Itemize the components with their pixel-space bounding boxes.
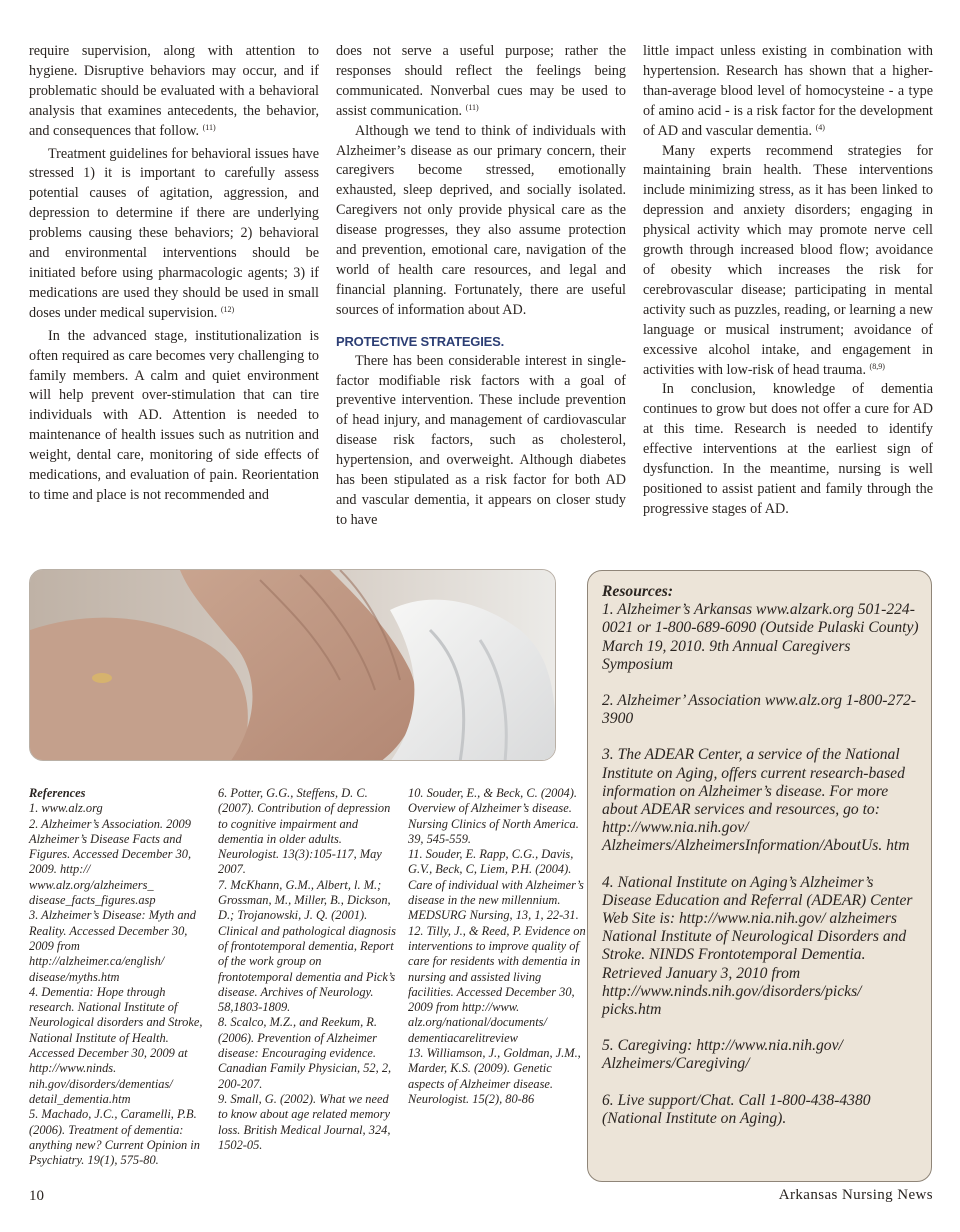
paragraph: There has been considerable interest in single-factor modifiable risk factors with a goal of preventive intervention. These include prevention of head injury, and management of cardiovascular disease risk factors, such as cholesterol, hypertension, and overweight. Although diabetes has been stipulated as a risk factor for both AD and vascular dementia, it appears on closer study to have — [336, 352, 626, 528]
hands-photo — [29, 569, 556, 761]
reference-item: 9. Small, G. (2002). What we need to know about age related memory loss. British Medical Journal, 324, 1502-05. — [218, 1091, 391, 1152]
reference-item: 5. Machado, J.C., Caramelli, P.B. (2006). Treatment of dementia: anything new? Current Opinion in Psychiatry. 19(1), 575-80. — [29, 1107, 200, 1168]
publication-name: Arkansas Nursing News — [778, 1187, 933, 1203]
page-number: 10 — [29, 1188, 44, 1204]
resource-item: 5. Caregiving: http://www.nia.nih.gov/ Alzheimers/Caregiving/ — [602, 1037, 843, 1073]
reference-item: 2. Alzheimer’s Association. 2009 Alzheimer’s Disease Facts and Figures. Accessed December 30, 2009. http:// www.alz.org/alzheimers_ disease_facts_figures.asp — [29, 816, 192, 908]
article-column-3 — [643, 42, 933, 520]
paragraph: require supervision, along with attention to hygiene. Disruptive behaviors may occur, and if problematic should be evaluated with a behavioral analysis that examines antecedents, the behavior, and consequences that follow. $^{(11)}$ — [29, 43, 319, 139]
paragraph: Treatment guidelines for behavioral issues have stressed 1) it is important to carefully assess potential causes of agitation, aggression, and depression to determine if there are underlying problems causing these behaviors; 2) behavioral and environmental interventions should be initiated before using pharmacologic agents; 3) if medications are used they should be used in small doses under medical supervision. $^{(12)}$ — [29, 145, 319, 321]
citation: (4) — [815, 122, 825, 132]
citation: (11) — [202, 122, 216, 132]
reference-item: 1. www.alz.org — [29, 801, 103, 816]
resource-item: 3. The ADEAR Center, a service of the National Institute on Aging, offers current research-based information on Alzheimer’s disease. For more about ADEAR services and resources, go to: http://www.nia.nih.gov/ Alzheimers/AlzheimersInformation/AboutUs. htm — [602, 746, 910, 855]
section-heading: PROTECTIVE STRATEGIES. — [336, 333, 504, 349]
reference-item: 8. Scalco, M.Z., and Reekum, R. (2006). Prevention of Alzheimer disease: Encouraging evidence. Canadian Family Physician, 52, 2, 200-207. — [218, 1015, 392, 1091]
citation: (8,9) — [869, 361, 885, 371]
paragraph: Although we tend to think of individuals with Alzheimer’s disease as our primary concern, their caregivers become stressed, emotionally exhausted, sleep deprived, and socially isolated. Caregivers not only provide physical care as the disease progresses, they also assume protection and prevention, emotional care, navigation of the world of health care resources, and legal and financial planning. Fortunately, there are useful sources of information about AD. — [336, 122, 626, 318]
citation: (11) — [465, 102, 479, 112]
resource-item: 2. Alzheimer’ Association www.alz.org 1-800-272-3900 — [602, 692, 917, 728]
paragraph: Many experts recommend strategies for maintaining brain health. These interventions include minimizing stress, as it has been linked to depression and anxiety disorders; engaging in physical activity which may promote nerve cell growth through increased blood flow; avoidance of obesity which increases the risk for cerebrovascular disease; participating in mental activity such as puzzles, reading, or learning a new language or musical instrument; avoidance of excessive alcohol intake, and engagement in activities with low-risk of head trauma. $^{(8,9)}$ — [643, 142, 933, 378]
references-title: References — [29, 786, 86, 800]
resources-box — [587, 570, 932, 1182]
paragraph: In the advanced stage, institutionalization is often required as care becomes very challenging to family members. A calm and quiet environment will help prevent over-stimulation that can tire individuals with AD. Attention is needed to maintenance of health issues such as nutrition and weight, dental care, monitoring of side effects of medications, and evaluation of pain. Reorientation to time and place is not recommended and — [29, 327, 319, 503]
reference-item: 7. McKhann, G.M., Albert, l. M.; Grossman, M., Miller, B., Dickson, D.; Trojanowski, J. Q. (2001). Clinical and pathological diagnosis of frontotemporal dementia, Report of the work group on frontotemporal dementia and Pick’s disease. Archives of Neurology. 58,1803-1809. — [218, 877, 396, 1015]
resources-title: Resources: — [602, 583, 674, 600]
paragraph: does not serve a useful purpose; rather the responses should reflect the feelings being communicated. Nonverbal cues may be used to assist communication. $^{(11)}$ — [336, 43, 626, 119]
references-column-2 — [218, 786, 398, 1153]
reference-item: 6. Potter, G.G., Steffens, D. C. (2007). Contribution of depression to cognitive impairment and dementia in older adults. Neurologist. 13(3):105-117, May 2007. — [218, 786, 391, 877]
paragraph: little impact unless existing in combination with hypertension. Research has shown that a higher-than-average blood level of homocysteine - a type of amino acid - is a risk factor for the development of AD and vascular dementia. $^{(4)}$ — [643, 43, 933, 139]
reference-item: 13. Williamson, J., Goldman, J.M., Marder, K.S. (2009). Genetic aspects of Alzheimer disease. Neurologist. 15(2), 80-86 — [408, 1046, 581, 1106]
article-column-2 — [336, 42, 626, 531]
references-column-1 — [29, 786, 209, 1168]
citation: (12) — [220, 304, 235, 314]
reference-item: 12. Tilly, J., & Reed, P. Evidence on interventions to improve quality of care for residents with dementia in nursing and assisted living facilities. Accessed December 30, 2009 from http://www. alz.org/national/documents/ dementiacarelitreview — [408, 923, 586, 1045]
hands-illustration — [30, 570, 556, 761]
reference-item: 11. Souder, E. Rapp, C.G., Davis, G.V., Beck, C, Liem, P.H. (2004). Care of individual with Alzheimer’s disease in the new millennium. MEDSURG Nursing, 13, 1, 22-31. — [408, 847, 584, 923]
reference-item: 4. Dementia: Hope through research. National Institute of Neurological disorders and Stroke, National Institute of Health. Accessed December 30, 2009 at http://www.ninds. nih.gov/disorders/dementias/ detail_dementia.htm — [29, 984, 203, 1106]
references-column-3 — [408, 786, 588, 1107]
resource-item: 1. Alzheimer’s Arkansas www.alzark.org 501-224-0021 or 1-800-689-6090 (Outside Pulaski County) March 19, 2010. 9th Annual Caregivers Symposium — [602, 601, 919, 673]
reference-item: 3. Alzheimer’s Disease: Myth and Reality. Accessed December 30, 2009 from http://alzheimer.ca/english/ disease/myths.htm — [29, 908, 196, 984]
article-column-1 — [29, 42, 319, 506]
resource-item: 4. National Institute on Aging’s Alzheimer’s Disease Education and Referral (ADEAR) Center Web Site is: http://www.nia.nih.gov/ alzheimers National Institute of Neurological Disorders and Stroke. NINDS Frontotemporal Dementia. Retrieved January 3, 2010 from http://www.ninds.nih.gov/disorders/picks/ picks.htm — [602, 873, 913, 1019]
paragraph: In conclusion, knowledge of dementia continues to grow but does not offer a cure for AD at this time. Research is needed to identify effective interventions at the earliest sign of dysfunction. In the meantime, nursing is well positioned to assist patient and family through the progressive stages of AD. — [643, 381, 933, 517]
reference-item: 10. Souder, E., & Beck, C. (2004). Overview of Alzheimer’s disease. Nursing Clinics of North America. 39, 545-559. — [408, 786, 579, 846]
resource-item: 6. Live support/Chat. Call 1-800-438-4380 (National Institute on Aging). — [602, 1091, 871, 1127]
